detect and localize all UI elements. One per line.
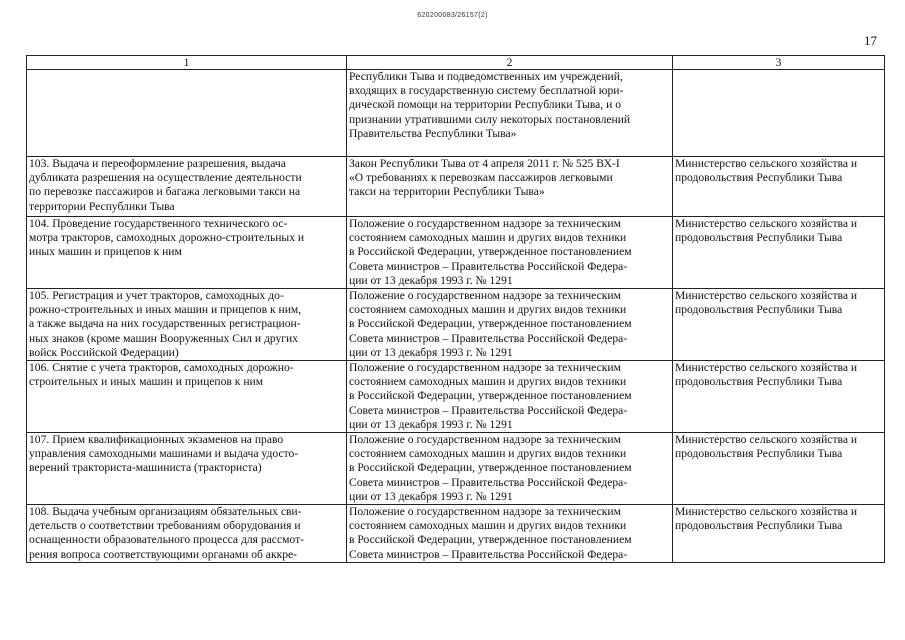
basis-line: Республики Тыва и подведомственных им учреждений, (349, 70, 623, 83)
service-line: 103. Выдача и переоформление разрешения, выдача (29, 157, 286, 170)
basis-line: Правительства Республики Тыва» (349, 126, 517, 140)
service-line: а также выдача на них государственных регистрацион- (29, 317, 301, 331)
basis-line: Совета министров – Правительства Российской Федера- (349, 547, 628, 561)
service-cell (27, 289, 347, 361)
column-number-row (27, 56, 885, 70)
table-row (27, 157, 885, 217)
service-line: строительных и иных машин и прицепов к ним (29, 375, 264, 389)
basis-line: Положение о государственном надзоре за техническим (349, 505, 621, 519)
basis-line: признании утратившими силу некоторых постановлений (349, 112, 631, 126)
service-line: территории Республики Тыва (29, 199, 175, 213)
service-line: мотра тракторов, самоходных дорожно-строительных и (29, 231, 305, 245)
basis-cell (347, 289, 673, 361)
table-row (27, 289, 885, 361)
basis-line: состоянием самоходных машин и других видов техники (349, 447, 627, 461)
continuation-basis-cell (347, 70, 673, 157)
basis-line: в Российской Федерации, утвержденное постановлением (349, 317, 632, 331)
basis-line: состоянием самоходных машин и других видов техники (349, 375, 627, 389)
basis-line: входящих в государственную систему бесплатной юри- (349, 84, 624, 98)
basis-line: ции от 13 декабря 1993 г. № 1291 (349, 273, 513, 287)
service-cell (27, 433, 347, 505)
service-cell (27, 505, 347, 563)
service-line: ных знаков (кроме машин Вооруженных Сил и других (29, 331, 299, 345)
authority-cell (673, 361, 885, 433)
basis-line: Положение о государственном надзоре за техническим (349, 361, 621, 375)
basis-cell (347, 157, 673, 217)
basis-line: Положение о государственном надзоре за техническим (349, 217, 621, 230)
authority-line: Министерство сельского хозяйства и (675, 289, 858, 303)
service-cell (27, 217, 347, 289)
authority-cell (673, 217, 885, 289)
service-line: оснащенности образовательного процесса для рассмот- (29, 533, 305, 547)
basis-line: Совета министров – Правительства Российской Федера- (349, 475, 628, 489)
service-line: 104. Проведение государственного технического ос- (29, 217, 288, 230)
basis-line: Положение о государственном надзоре за техническим (349, 433, 621, 447)
authority-line: продовольствия Республики Тыва (675, 519, 843, 533)
table-row (27, 433, 885, 505)
basis-line: ции от 13 декабря 1993 г. № 1291 (349, 417, 513, 431)
authority-cell (673, 505, 885, 563)
basis-line: Положение о государственном надзоре за техническим (349, 289, 621, 303)
authority-cell (673, 289, 885, 361)
basis-line: такси на территории Республики Тыва» (349, 185, 545, 199)
authority-line: Министерство сельского хозяйства и (675, 505, 858, 519)
service-line: по перевозке пассажиров и багажа легковыми такси на (29, 185, 301, 199)
continuation-service-cell (27, 70, 347, 157)
authority-cell (673, 433, 885, 505)
basis-line: Совета министров – Правительства Российской Федера- (349, 403, 628, 417)
service-cell (27, 157, 347, 217)
basis-cell (347, 361, 673, 433)
services-table (26, 55, 885, 563)
service-line: 107. Прием квалификационных экзаменов на право (29, 433, 284, 447)
basis-line: в Российской Федерации, утвержденное постановлением (349, 533, 632, 547)
basis-line: в Российской Федерации, утвержденное постановлением (349, 245, 632, 259)
authority-line: продовольствия Республики Тыва (675, 447, 843, 461)
service-line: рожно-строительных и иных машин и прицепов к ним, (29, 303, 302, 317)
authority-line: продовольствия Республики Тыва (675, 231, 843, 245)
basis-cell (347, 217, 673, 289)
column-number-2: 2 (347, 56, 673, 70)
service-cell (27, 361, 347, 433)
service-line: верений тракториста-машиниста (тракториста) (29, 461, 262, 475)
basis-line: состоянием самоходных машин и других видов техники (349, 231, 627, 245)
service-line: войск Российской Федерации) (29, 345, 179, 359)
page-number: 17 (864, 33, 877, 48)
basis-cell (347, 433, 673, 505)
basis-line: Совета министров – Правительства Российской Федера- (349, 259, 628, 273)
continuation-authority-cell (673, 70, 885, 157)
authority-line: Министерство сельского хозяйства и (675, 217, 858, 230)
authority-cell (673, 157, 885, 217)
basis-cell (347, 505, 673, 563)
basis-line: «О требованиях к перевозкам пассажиров легковыми (349, 171, 613, 185)
basis-line: ции от 13 декабря 1993 г. № 1291 (349, 489, 513, 503)
table-row (27, 217, 885, 289)
service-line: 105. Регистрация и учет тракторов, самоходных до- (29, 289, 284, 303)
basis-line: в Российской Федерации, утвержденное постановлением (349, 389, 632, 403)
service-line: 108. Выдача учебным организациям обязательных сви- (29, 505, 302, 519)
service-line: рения вопроса соответствующими органами об аккре- (29, 547, 298, 561)
service-line: управления самоходными машинами и выдача удосто- (29, 447, 299, 461)
column-number-1: 1 (27, 56, 347, 70)
basis-line: Совета министров – Правительства Российской Федера- (349, 331, 628, 345)
basis-line: дической помощи на территории Республики Тыва, и о (349, 98, 621, 112)
authority-line: Министерство сельского хозяйства и (675, 361, 858, 375)
authority-line: продовольствия Республики Тыва (675, 171, 843, 185)
service-line: детельств о соответствии требованиям оборудования и (29, 519, 301, 533)
authority-line: Министерство сельского хозяйства и (675, 433, 858, 447)
column-number-3: 3 (673, 56, 885, 70)
table-row (27, 505, 885, 563)
service-line: дубликата разрешения на осуществление деятельности (29, 171, 302, 185)
table-row (27, 361, 885, 433)
document-code: 620200083/26157(2) (417, 12, 488, 19)
service-line: 106. Снятие с учета тракторов, самоходных дорожно- (29, 361, 294, 375)
authority-line: продовольствия Республики Тыва (675, 375, 843, 389)
basis-line: состоянием самоходных машин и других видов техники (349, 303, 627, 317)
basis-line: ции от 13 декабря 1993 г. № 1291 (349, 345, 513, 359)
service-line: иных машин и прицепов к ним (29, 245, 182, 259)
continuation-row (27, 70, 885, 157)
basis-line: в Российской Федерации, утвержденное постановлением (349, 461, 632, 475)
authority-line: продовольствия Республики Тыва (675, 303, 843, 317)
basis-line: Закон Республики Тыва от 4 апреля 2011 г. № 525 ВХ-I (349, 157, 620, 170)
basis-line: состоянием самоходных машин и других видов техники (349, 519, 627, 533)
authority-line: Министерство сельского хозяйства и (675, 157, 858, 170)
